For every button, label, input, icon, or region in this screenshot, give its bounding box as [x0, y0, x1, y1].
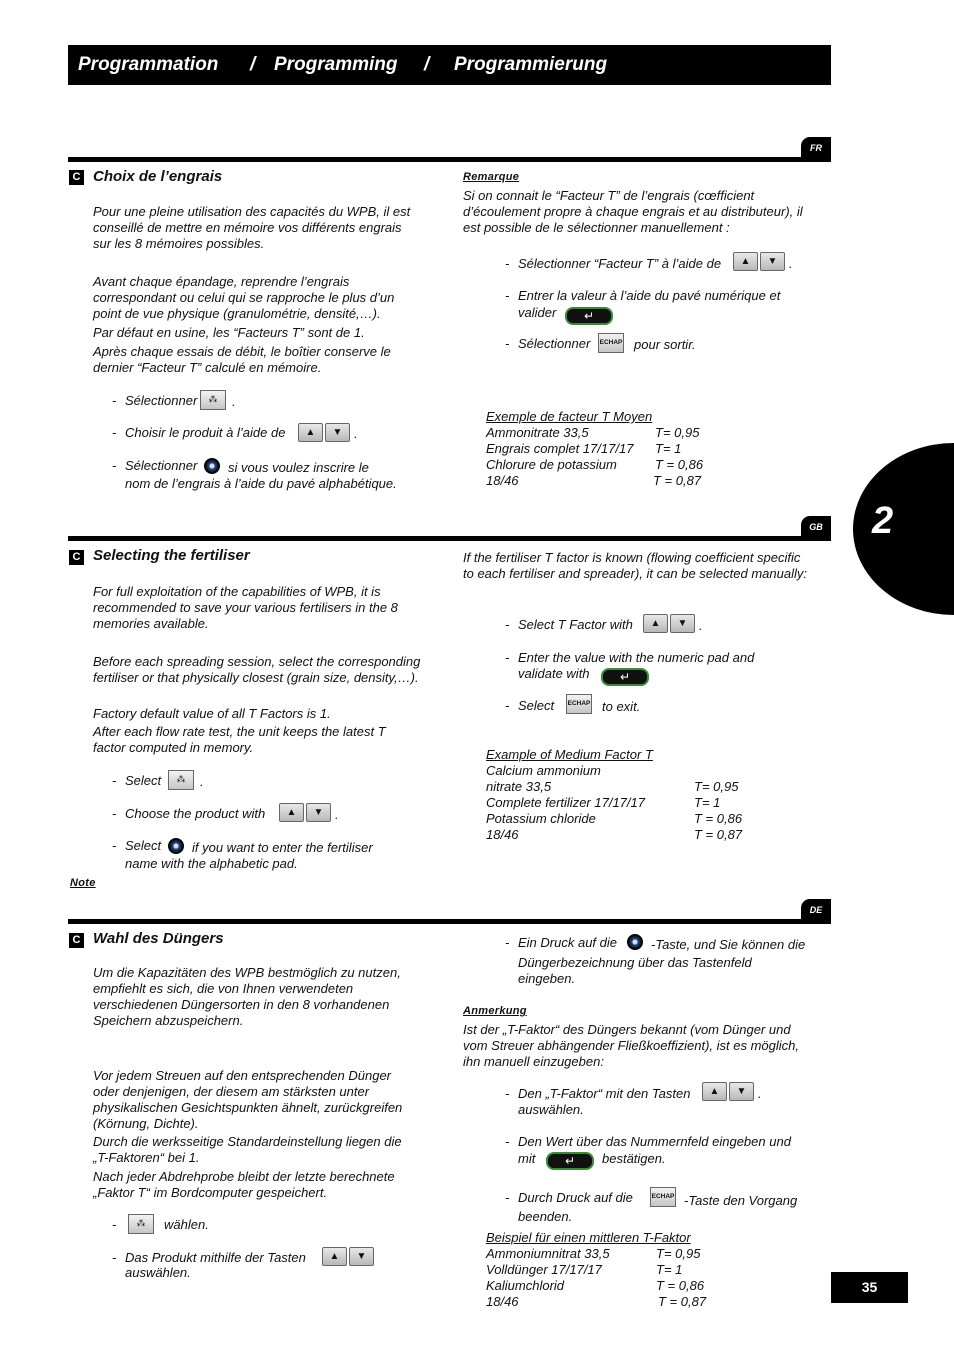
paragraph: Nach jeder Abdrehprobe bleibt der letzte berechnete „Faktor T“ im Bordcomputer gespeichert. — [93, 1169, 395, 1200]
header-sep-1: / — [250, 54, 256, 75]
example-name: 18/46 — [486, 827, 519, 842]
page-header — [68, 45, 831, 85]
bullet-dash: - — [505, 1134, 510, 1149]
bullet-text: Enter the value with the numeric pad and — [518, 650, 755, 665]
alphabet-key-icon — [627, 934, 643, 950]
bullet-dash: - — [505, 1086, 510, 1101]
paragraph: Après chaque essais de débit, le boîtier conserve le dernier “Facteur T” calculé en mémoire. — [93, 344, 391, 375]
bullet-dash: - — [505, 935, 510, 950]
example-value: T = 0,87 — [658, 1294, 707, 1309]
down-arrow-icon: ▼ — [670, 614, 695, 633]
up-arrow-icon: ▲ — [322, 1247, 347, 1266]
section-title-de: Wahl des Düngers — [93, 930, 224, 947]
arrow-keys-icon — [322, 1247, 374, 1266]
bullet-text: Choisir le produit à l’aide de — [125, 425, 286, 440]
bullet-text: Ein Druck auf die — [518, 935, 617, 950]
remark-title-de: Anmerkung — [463, 1005, 527, 1017]
bullet-dash: - — [505, 256, 510, 271]
down-arrow-icon: ▼ — [325, 423, 350, 442]
bullet-dash: - — [505, 288, 510, 303]
example-name: Engrais complet 17/17/17 — [486, 441, 634, 456]
example-value: T = 0,86 — [655, 457, 704, 472]
bullet-end: . — [200, 774, 204, 789]
up-arrow-icon: ▲ — [643, 614, 668, 633]
bullet-text: Den „T-Faktor“ mit den Tasten — [518, 1086, 691, 1101]
bullet-end: . — [335, 807, 339, 822]
paragraph: Si on connait le “Facteur T” de l’engrais (cœfficient d’écoulement propre à chaque engrais et au distributeur), il est possible de le sélectionner manuellement : — [463, 188, 803, 235]
arrow-keys-icon — [643, 614, 695, 633]
example-value: T= 0,95 — [694, 779, 739, 794]
section-rule-gb — [68, 536, 831, 541]
paragraph: Par défaut en usine, les “Facteurs T” sont de 1. — [93, 325, 365, 340]
bullet-dash: - — [112, 393, 117, 408]
arrow-keys-icon — [279, 803, 331, 822]
example-name: nitrate 33,5 — [486, 779, 552, 794]
section-letter-de: C — [69, 933, 84, 948]
header-fr: Programmation — [78, 54, 219, 75]
escape-key-icon: ECHAP — [650, 1187, 676, 1207]
lang-tag-fr: FR — [801, 137, 831, 159]
down-arrow-icon: ▼ — [349, 1247, 374, 1266]
paragraph: Before each spreading session, select the corresponding fertiliser or that physically closest (grain size, density,…). — [93, 654, 421, 685]
bullet-end: . — [699, 618, 703, 633]
bullet-dash: - — [112, 1217, 117, 1232]
alphabet-key-icon — [204, 458, 220, 474]
header-sep-2: / — [424, 54, 430, 75]
bullet-text: mit — [518, 1151, 536, 1166]
bullet-dash: - — [505, 1190, 510, 1205]
note-title-gb: Note — [70, 877, 96, 889]
paragraph: Factory default value of all T Factors is 1. — [93, 706, 331, 721]
bullet-text: Das Produkt mithilfe der Tasten — [125, 1250, 306, 1265]
remark-title-fr: Remarque — [463, 171, 520, 183]
example-name: 18/46 — [486, 473, 519, 488]
example-title-fr: Exemple de facteur T Moyen — [486, 409, 653, 424]
example-value: T = 0,87 — [653, 473, 702, 488]
bullet-dash: - — [112, 425, 117, 440]
bullet-text: Entrer la valeur à l’aide du pavé numérique et — [518, 288, 781, 303]
bullet-dash: - — [112, 773, 117, 788]
down-arrow-icon: ▼ — [729, 1082, 754, 1101]
bullet-end: . — [758, 1086, 762, 1101]
escape-key-icon: ECHAP — [566, 694, 592, 714]
bullet-text: Select — [125, 773, 162, 788]
header-en: Programming — [274, 54, 398, 75]
tree-key-icon: ⁂ — [200, 390, 226, 410]
section-title-fr: Choix de l’engrais — [93, 168, 223, 185]
bullet-text: Select T Factor with — [518, 617, 633, 632]
page-number: 35 — [831, 1272, 908, 1303]
tree-key-icon: ⁂ — [128, 1214, 154, 1234]
example-title-de: Beispiel für einen mittleren T-Faktor — [486, 1230, 691, 1245]
up-arrow-icon: ▲ — [733, 252, 758, 271]
section-letter-fr: C — [69, 170, 84, 185]
bullet-text: auswählen. — [125, 1265, 191, 1280]
paragraph: Durch die werksseitige Standardeinstellung liegen die „T-Faktoren“ bei 1. — [93, 1134, 402, 1165]
bullet-text: nom de l’engrais à l’aide du pavé alphabétique. — [125, 476, 397, 491]
header-de: Programmierung — [454, 54, 608, 75]
example-name: Complete fertilizer 17/17/17 — [486, 795, 645, 810]
bullet-text: Sélectionner — [125, 393, 198, 408]
paragraph: Um die Kapazitäten des WPB bestmöglich zu nutzen, empfiehlt es sich, die von Ihnen verwendeten verschiedenen Düngersorten in den 8 vorhandenen Speichern abzuspeichern. — [93, 965, 401, 1028]
example-name: Potassium chloride — [486, 811, 596, 826]
example-name: Volldünger 17/17/17 — [486, 1262, 602, 1277]
bullet-dash: - — [112, 1250, 117, 1265]
section-letter-gb: C — [69, 550, 84, 565]
bullet-text: wählen. — [164, 1217, 209, 1232]
example-name: 18/46 — [486, 1294, 519, 1309]
bullet-dash: - — [112, 838, 117, 853]
paragraph: Vor jedem Streuen auf den entsprechenden Dünger oder denjenigen, der diesem am stärksten unter physikalischen Gesichtspunkten ähnelt, zurückgreifen (Körnung, Dichte). — [93, 1068, 403, 1131]
lang-tag-gb: GB — [801, 516, 831, 538]
section-rule-de — [68, 919, 831, 924]
enter-key-icon: ↵ — [546, 1152, 594, 1170]
bullet-text: Den Wert über das Nummernfeld eingeben und — [518, 1134, 791, 1149]
arrow-keys-icon — [702, 1082, 754, 1101]
paragraph: Pour une pleine utilisation des capacités du WPB, il est conseillé de mettre en mémoire vos différents engrais sur les 8 mémoires possibles. — [93, 204, 411, 251]
bullet-text: Sélectionner — [518, 336, 591, 351]
example-value: T = 0,86 — [656, 1278, 705, 1293]
example-name: Ammonitrate 33,5 — [486, 425, 589, 440]
bullet-text: to exit. — [602, 699, 641, 714]
bullet-dash: - — [112, 458, 117, 473]
bullet-text: auswählen. — [518, 1102, 584, 1117]
bullet-dash: - — [505, 617, 510, 632]
paragraph: After each flow rate test, the unit keeps the latest T factor computed in memory. — [93, 724, 386, 755]
section-title-gb: Selecting the fertiliser — [93, 547, 250, 564]
enter-key-icon: ↵ — [601, 668, 649, 686]
up-arrow-icon: ▲ — [702, 1082, 727, 1101]
down-arrow-icon: ▼ — [760, 252, 785, 271]
escape-key-icon: ECHAP — [598, 333, 624, 353]
example-name: Calcium ammonium — [486, 763, 601, 778]
bullet-text: Sélectionner — [125, 458, 198, 473]
paragraph: For full exploitation of the capabilities of WPB, it is recommended to save your various fertilisers in the 8 memories available. — [93, 584, 398, 631]
example-name: Kaliumchlorid — [486, 1278, 565, 1293]
example-value: T= 0,95 — [656, 1246, 701, 1261]
bullet-text: if you want to enter the fertiliser — [192, 840, 373, 855]
up-arrow-icon: ▲ — [298, 423, 323, 442]
lang-tag-de: DE — [801, 899, 831, 921]
bullet-text: -Taste den Vorgang — [684, 1193, 798, 1208]
example-value: T = 0,87 — [694, 827, 743, 842]
arrow-keys-icon — [298, 423, 350, 442]
bullet-text: Sélectionner “Facteur T” à l’aide de — [518, 256, 722, 271]
bullet-text: si vous voulez inscrire le — [228, 460, 369, 475]
paragraph: If the fertiliser T factor is known (flowing coefficient specific to each fertiliser and spreader), it can be selected manually: — [463, 550, 807, 581]
bullet-dash: - — [505, 336, 510, 351]
bullet-text: valider — [518, 305, 557, 320]
bullet-text: Choose the product with — [125, 806, 266, 821]
bullet-text: Select — [125, 838, 162, 853]
bullet-text: Düngerbezeichnung über das Tastenfeld eingeben. — [518, 955, 752, 986]
example-title-gb: Example of Medium Factor T — [486, 747, 653, 762]
bullet-end: . — [789, 256, 793, 271]
example-value: T = 0,86 — [694, 811, 743, 826]
bullet-end: . — [232, 394, 236, 409]
alphabet-key-icon — [168, 838, 184, 854]
bullet-text: Select — [518, 698, 555, 713]
bullet-end: . — [354, 426, 358, 441]
enter-key-icon: ↵ — [565, 307, 613, 325]
chapter-tab — [853, 443, 954, 615]
example-value: T= 1 — [694, 795, 721, 810]
bullet-text: name with the alphabetic pad. — [125, 856, 298, 871]
bullet-dash: - — [505, 698, 510, 713]
paragraph: Avant chaque épandage, reprendre l’engrais correspondant ou celui qui se rapproche le plus d’un point de vue physique (granulométrie, densité,…). — [93, 274, 395, 321]
bullet-dash: - — [505, 650, 510, 665]
chapter-number: 2 — [872, 500, 894, 542]
section-rule-fr — [68, 157, 831, 162]
bullet-dash: - — [112, 806, 117, 821]
bullet-text: Durch Druck auf die — [518, 1190, 633, 1205]
example-name: Ammoniumnitrat 33,5 — [486, 1246, 610, 1261]
example-value: T= 1 — [656, 1262, 683, 1277]
arrow-keys-icon — [733, 252, 785, 271]
bullet-text: bestätigen. — [602, 1151, 666, 1166]
tree-key-icon: ⁂ — [168, 770, 194, 790]
bullet-text: beenden. — [518, 1209, 573, 1224]
example-value: T= 0,95 — [655, 425, 700, 440]
up-arrow-icon: ▲ — [279, 803, 304, 822]
bullet-text: -Taste, und Sie können die — [651, 937, 806, 952]
paragraph: Ist der „T-Faktor“ des Düngers bekannt (vom Dünger und vom Streuer abhängender Fließkoeffizient), ist es möglich, ihn manuell einzugeben: — [463, 1022, 799, 1069]
bullet-text: pour sortir. — [634, 337, 696, 352]
example-value: T= 1 — [655, 441, 682, 456]
bullet-text: validate with — [518, 666, 590, 681]
example-name: Chlorure de potassium — [486, 457, 617, 472]
down-arrow-icon: ▼ — [306, 803, 331, 822]
